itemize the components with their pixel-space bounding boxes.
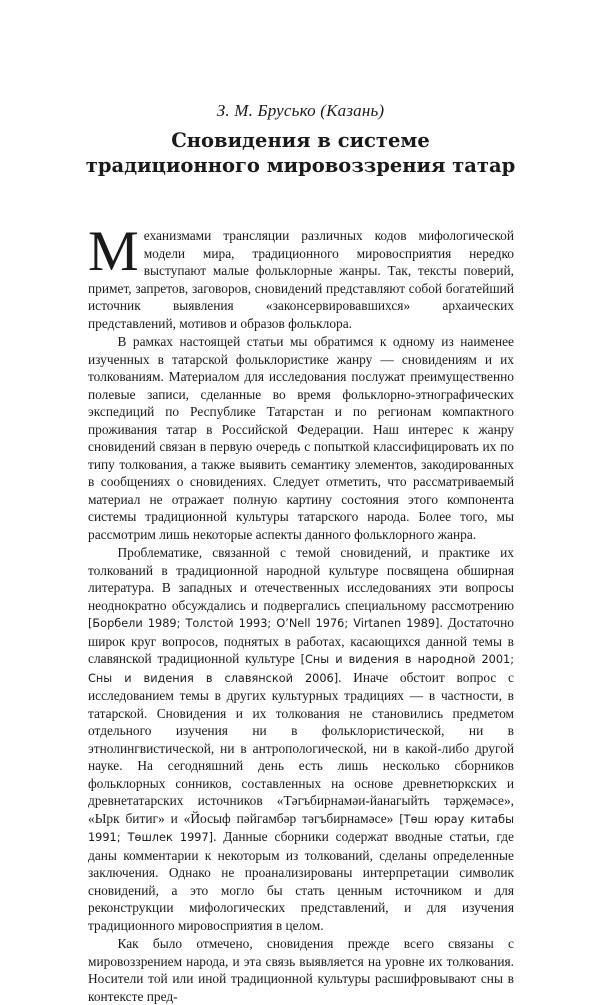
paragraph-literature-text-1: Проблематике, связанной с темой сновидений, и практике их толкований в традиционной народной культуре посвящена обширная литература. В западных и отечественных исследованиях эти вопросы неоднократно обсуждались и подвергались специальному рассмотрению	[88, 545, 514, 613]
paragraph-intro-text: еханизмами трансляции различных кодов мифологической модели мира, традиционного мировосприятия нередко выступают малые фольклорные жанры. Так, тексты поверий, примет, запретов, заговоров, сновидений представляют собой богатейший источник выявления «законсервировавшихся» архаических представлений, мотивов и образов фольклора.	[88, 228, 514, 331]
paragraph-scope: В рамках настоящей статьи мы обратимся к одному из наименее изученных в татарской фольклористике жанру — сновидениям и их толкованиям. Материалом для исследования послужат преимущественно полевые записи, сделанные во время фольклорно-этнографических экспедиций по Республике Татарстан и по регионам компактного проживания татар в Российской Федерации. Наш интерес к жанру сновидений связан в первую очередь с попыткой классифицировать их по типу толкования, а также выявить семантику элементов, закодированных в сообщениях о сновидениях. Следует отметить, что рассматриваемый материал не отражает полную картину состояния этого компонента системы традиционной культуры татарского народа. Более того, мы рассмотрим лишь некоторые аспекты данного фольклорного жанра.	[88, 334, 514, 542]
article-author: З. М. Брусько (Казань)	[216, 101, 385, 120]
paragraph-intro	[88, 220, 514, 332]
paragraph-literature	[88, 544, 514, 934]
article-title-line-1: Сновидения в системе	[171, 129, 430, 152]
article-title-line-2: традиционного мировоззрения татар	[85, 154, 516, 177]
paragraph-literature-text-2: . Достаточно широк круг вопросов, поднятых в работах, касающихся данной темы в славянской традиционной культуре	[88, 615, 514, 666]
article-body	[88, 220, 514, 1005]
citation-1: [Борбели 1989; Толстой 1993; O’Nell 1976; Virtanen 1989]	[88, 617, 440, 630]
citation-2: [Сны и видения в народной 2001; Сны и видения в славянской 2006]	[88, 653, 514, 685]
drop-cap: М	[88, 220, 139, 283]
article-title	[0, 128, 601, 178]
paragraph-interpretation: Как было отмечено, сновидения прежде всего связаны с мировоззрением народа, и эта связь выявляется на уровне их толкования. Носители той или иной традиционной культуры расшифровывают сны в контексте пред-	[88, 936, 514, 1004]
paragraph-literature-text-4: . Данные сборники содержат вводные статьи, где даны комментарии к некоторым из толкований, сделаны определенные заключения. Однако не проанализированы интерпретации символик сновидений, а это могло бы стать ценным источником и для реконструкции мифологических представлений, и для изучения традиционного мировосприятия в целом.	[88, 829, 514, 933]
paragraph-literature-text-3: . Иначе обстоит вопрос с исследованием темы в других культурных традициях — в частности, в татарской. Сновидения и их толкования не становились предметом отдельного изучения ни в фольклористической, ни в этнолингвистической, ни в антропологической, ни в какой-либо другой науке. На сегодняшний день есть лишь несколько сборников фольклорных сонников, составленных на основе древнетюркских и древнетатарских источников «Тәгъбирнамәи-йанагыйть тәрҗемәсе», «Ырк битиг» и «Йосыф пәйгамбәр тәгъбирнамәсе»	[88, 669, 514, 826]
citation-3: [Төш юрау китабы 1991; Төшлек 1997]	[88, 812, 514, 844]
